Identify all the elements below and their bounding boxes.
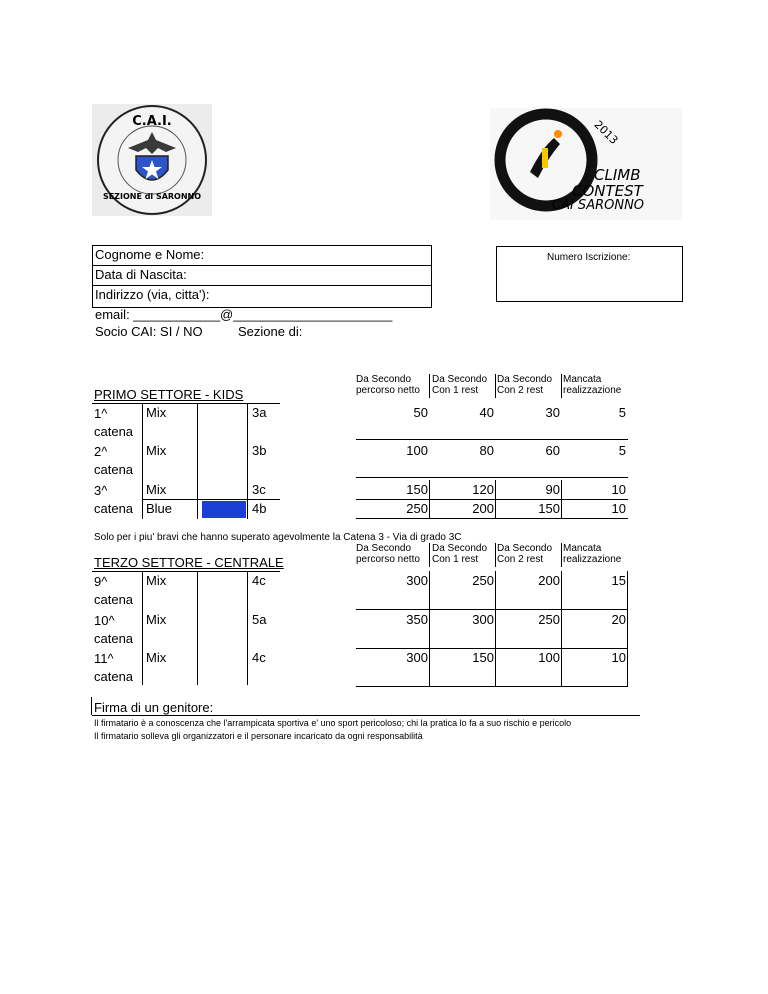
- s3-row2-v4: 20: [611, 612, 626, 627]
- s1-row1-v4: 5: [618, 405, 626, 420]
- header-1rest: Da Secondo Con 1 rest: [432, 374, 488, 396]
- s3-row3-v2: 150: [472, 650, 494, 665]
- disclaimer-2: Il firmatario solleva gli organizzatori e il personare incaricato da ogni responsabilità: [94, 731, 423, 741]
- s3-header-net: Da Secondo percorso netto: [356, 543, 420, 565]
- s3-row2-v3: 250: [538, 612, 560, 627]
- personal-form: [92, 245, 432, 341]
- cai-logo-top-text: C.A.I.: [132, 114, 172, 129]
- s3-row1-chain: 9^ catena: [94, 574, 134, 607]
- s1-row3-v3: 90: [545, 482, 560, 497]
- s3-row1-color: Mix: [146, 573, 167, 588]
- s1-row3-v2: 120: [472, 482, 494, 497]
- s1-row3-v1: 150: [406, 482, 428, 497]
- s1-row2-chain: 2^ catena: [94, 444, 134, 477]
- field-name[interactable]: Cognome e Nome:: [95, 247, 205, 262]
- sector3-title: TERZO SETTORE - CENTRALE: [94, 555, 284, 570]
- header-2rest: Da Secondo Con 2 rest: [497, 374, 553, 396]
- s1-row2-v4: 5: [618, 443, 626, 458]
- s1-row2-color: Mix: [146, 443, 167, 458]
- field-cai-member[interactable]: Socio CAI: SI / NO: [95, 324, 203, 339]
- sector1-title: PRIMO SETTORE - KIDS: [94, 387, 244, 402]
- s1-row1-v1: 50: [413, 405, 428, 420]
- s1-row4-color: Blue: [146, 501, 173, 516]
- s1-row2-v1: 100: [406, 443, 428, 458]
- contest-line3: CAI SARONNO: [552, 198, 645, 213]
- s1-row1-color: Mix: [146, 405, 167, 420]
- s1-row4-v3: 150: [538, 501, 560, 516]
- s1-row3-chain: 3^ catena: [94, 483, 134, 516]
- s1-row3-grade: 3c: [252, 482, 266, 497]
- s1-row1-v3: 30: [545, 405, 560, 420]
- s1-row3-color: Mix: [146, 482, 167, 497]
- s1-row3-v4: 10: [611, 482, 626, 497]
- s1-row1-chain: 1^ catena: [94, 406, 134, 439]
- blue-swatch: [202, 501, 246, 518]
- s3-row2-grade: 5a: [252, 612, 267, 627]
- disclaimer-1: Il firmatario è a conoscenza che l'arrampicata sportiva e' uno sport pericoloso; chi la pratica lo fa a suo rischio e pericolo: [94, 718, 572, 728]
- contest-line2: CONTEST: [572, 182, 643, 200]
- s1-row4-grade: 4b: [252, 501, 267, 516]
- s1-row2-v2: 80: [479, 443, 494, 458]
- s3-row1-grade: 4c: [252, 573, 266, 588]
- s3-header-failed: Mancata realizzazione: [563, 543, 622, 565]
- s3-row2-v2: 300: [472, 612, 494, 627]
- s1-row4-v2: 200: [472, 501, 494, 516]
- s3-row2-color: Mix: [146, 612, 167, 627]
- signature-label[interactable]: Firma di un genitore:: [94, 700, 214, 715]
- contest-year: 2013: [591, 118, 621, 147]
- registration-label: Numero Iscrizione:: [547, 252, 631, 263]
- cai-logo-bottom-text: SEZIONE di SARONNO: [102, 192, 202, 201]
- s3-header-2rest: Da Secondo Con 2 rest: [497, 543, 553, 565]
- s3-row3-chain: 11^ catena: [94, 651, 134, 684]
- s3-row3-grade: 4c: [252, 650, 266, 665]
- header-failed: Mancata realizzazione: [563, 374, 622, 396]
- s3-row1-v2: 250: [472, 573, 494, 588]
- header-net: Da Secondo percorso netto: [356, 374, 420, 396]
- s3-row3-color: Mix: [146, 650, 167, 665]
- s1-row1-v2: 40: [479, 405, 494, 420]
- s3-row2-v1: 350: [406, 612, 428, 627]
- s3-row3-v4: 10: [611, 650, 626, 665]
- climb-contest-logo: [490, 108, 682, 220]
- s1-row2-v3: 60: [545, 443, 560, 458]
- s1-row4-v4: 10: [611, 501, 626, 516]
- s3-row1-v1: 300: [406, 573, 428, 588]
- s3-row1-v3: 200: [538, 573, 560, 588]
- s3-row2-chain: 10^ catena: [94, 613, 134, 646]
- s3-row3-v3: 100: [538, 650, 560, 665]
- contest-line1: CLIMB: [594, 166, 641, 184]
- field-address[interactable]: Indirizzo (via, citta'):: [95, 287, 210, 302]
- s3-header-1rest: Da Secondo Con 1 rest: [432, 543, 488, 565]
- field-email[interactable]: email: ____________@______________________: [95, 307, 393, 322]
- s1-row4-v1: 250: [406, 501, 428, 516]
- s3-row1-v4: 15: [611, 573, 626, 588]
- field-birthdate[interactable]: Data di Nascita:: [95, 267, 187, 282]
- registration-box[interactable]: [496, 246, 683, 302]
- field-section[interactable]: Sezione di:: [238, 324, 303, 339]
- s1-row1-grade: 3a: [252, 405, 267, 420]
- s3-row3-v1: 300: [406, 650, 428, 665]
- s1-row2-grade: 3b: [252, 443, 267, 458]
- cai-logo: [92, 104, 212, 216]
- advanced-note: Solo per i piu' bravi che hanno superato agevolmente la Catena 3 - Via di grado 3C: [94, 532, 462, 543]
